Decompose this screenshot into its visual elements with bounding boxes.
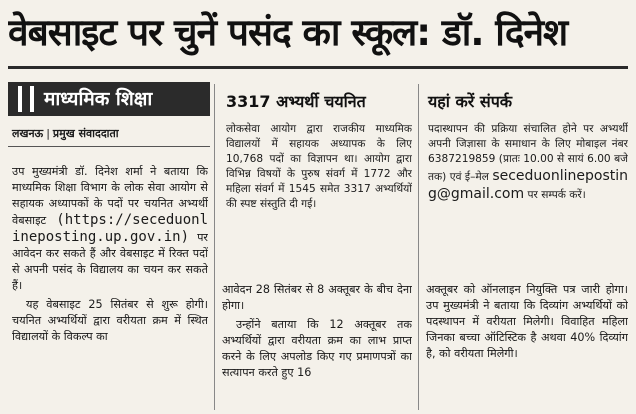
- article-column-3: [426, 282, 628, 412]
- col1-text-a: उप मुख्यमंत्री डॉ. दिनेश शर्मा ने बताया कि माध्यमिक शिक्षा विभाग के लोक सेवा आयोग से सहायक अध्यापकों के पदों पर चयनित अभ्यर्थी वेबसाइट: [12, 165, 208, 227]
- byline-rule: [8, 146, 210, 147]
- byline: [12, 126, 119, 141]
- box2-title: यहां करें संपर्क: [428, 92, 513, 111]
- section-bars-icon: [18, 86, 34, 112]
- box1-text: लोकसेवा आयोग द्वारा राजकीय माध्यमिक विद्यालयों में सहायक अध्यापक के लिए 10,768 पदों का विज्ञापन था। आयोग द्वारा विभिन्न विषयों के पुरुष संवर्ग में 1772 और महिला संवर्ग में 1545 समेत 3317 अभ्यर्थियों की स्पष्ट संस्तुति दी गई।: [226, 123, 412, 210]
- column-divider-2: [418, 84, 419, 410]
- col3-paragraph-1: अक्तूबर को ऑनलाइन नियुक्ति पत्र जारी होगा। उप मुख्यमंत्री ने बताया कि दिव्यांग अभ्यर्थियों को पदस्थापन में वरीयता मिलेगी। विवाहित महिला जिनका बच्चा ऑटिस्टिक है अथवा 40% दिव्यांग है, को वरीयता मिलेगी।: [426, 283, 628, 360]
- article-column-1: [12, 164, 208, 412]
- byline-reporter: प्रमुख संवाददाता: [52, 127, 119, 140]
- box2-body: पदास्थापन की प्रक्रिया संचालित होने पर अभ्यर्थी अपनी जिज्ञासा के समाधान के लिए मोबाइल नंबर 6387219859 (प्रातः 10.00 से सायं 6.00 बजे तक) एवं ई–मेल: [428, 123, 628, 183]
- byline-separator: |: [46, 127, 50, 140]
- headline: वेबसाइट पर चुनें पसंद का स्कूल: डॉ. दिनेश: [8, 11, 568, 54]
- col2-paragraph-1: आवेदन 28 सितंबर से 8 अक्तूबर के बीच देना होगा।: [222, 283, 412, 312]
- byline-place: लखनऊ: [12, 127, 44, 140]
- section-label: माध्यमिक शिक्षा: [44, 88, 153, 110]
- col1-paragraph-2: यह वेबसाइट 25 सितंबर से शुरू होगी। चयनित अभ्यर्थियों द्वारा वरीयता क्रम में स्थित विद्यालयों के विकल्प का: [12, 298, 208, 343]
- column-divider-1: [214, 84, 215, 410]
- contact-email: seceduonlineposting@gmail.com: [428, 168, 628, 202]
- headline-rule: [8, 66, 628, 69]
- box2-body-end: पर सम्पर्क करें।: [527, 189, 586, 201]
- section-label-box: [8, 82, 210, 116]
- website-url: (https://seceduonlineposting.up.gov.in): [12, 212, 208, 245]
- article-column-2: [222, 282, 412, 412]
- col2-paragraph-2: उन्होंने बताया कि 12 अक्तूबर तक अभ्यर्थियों द्वारा वरीयता क्रम का लाभ प्राप्त करने के लिए अपलोड किए गए प्रमाणपत्रों का सत्यापन करते हुए 16: [222, 318, 412, 379]
- col1-text-b: पर आवेदन कर सकते हैं और वेबसाइट में रिक्त पदों से अपनी पसंद के विद्यालय का चयन कर सकते हैं।: [12, 231, 208, 292]
- col1-paragraph-1: [12, 164, 208, 294]
- box1-title: 3317 अभ्यर्थी चयनित: [226, 92, 366, 111]
- box2-text: [428, 122, 628, 254]
